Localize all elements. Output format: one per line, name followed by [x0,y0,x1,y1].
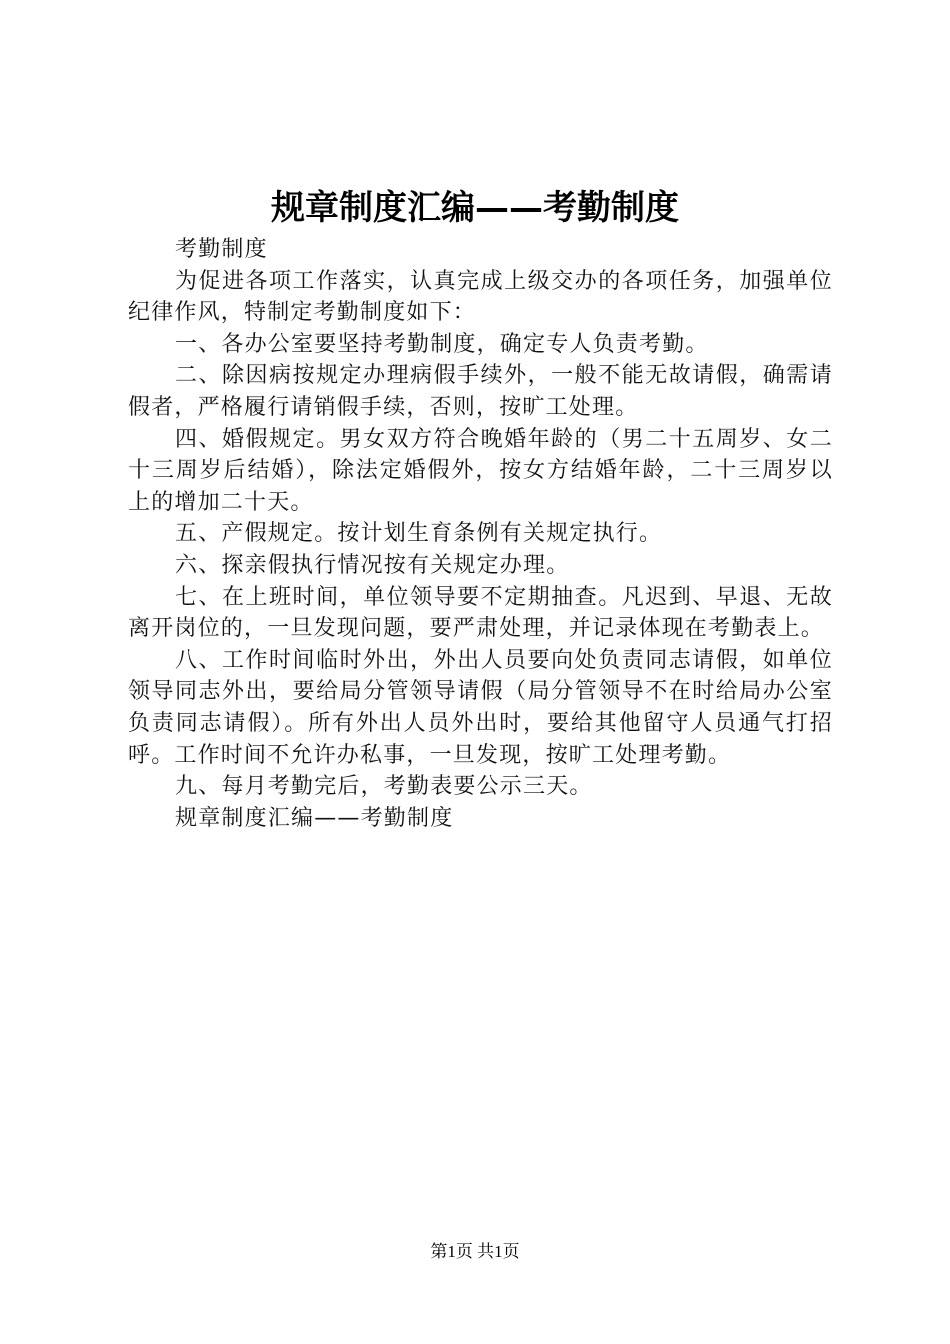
paragraph-item-2: 二、除因病按规定办理病假手续外，一般不能无故请假，确需请假者，严格履行请销假手续，否则，按旷工处理。 [128,363,833,420]
paragraph-item-1: 一、各办公室要坚持考勤制度，确定专人负责考勤。 [175,331,709,357]
page-number-footer: 第1页 共1页 [430,1242,520,1261]
paragraph-item-4: 四、婚假规定。男女双方符合晚婚年龄的（男二十五周岁、女二十三周岁后结婚），除法定婚假外，按女方结婚年龄，二十三周岁以上的增加二十天。 [128,426,833,515]
paragraph-item-9: 九、每月考勤完后，考勤表要公示三天。 [175,774,593,800]
paragraph-closing: 规章制度汇编——考勤制度 [175,805,454,831]
document-body [128,234,833,834]
paragraph-item-5: 五、产假规定。按计划生育条例有关规定执行。 [175,521,663,547]
document-title: 规章制度汇编——考勤制度 [271,188,679,228]
paragraph-heading: 考勤制度 [175,237,268,262]
paragraph-intro: 为促进各项工作落实，认真完成上级交办的各项任务，加强单位纪律作风，特制定考勤制度如下： [128,268,833,326]
paragraph-item-8: 八、工作时间临时外出，外出人员要向处负责同志请假，如单位领导同志外出，要给局分管领导请假（局分管领导不在时给局办公室负责同志请假）。所有外出人员外出时，要给其他留守人员通气打招呼。工作时间不允许办私事，一旦发现，按旷工处理考勤。 [128,647,833,768]
paragraph-item-7: 七、在上班时间，单位领导要不定期抽查。凡迟到、早退、无故离开岗位的，一旦发现问题，要严肃处理，并记录体现在考勤表上。 [128,584,833,642]
paragraph-item-6: 六、探亲假执行情况按有关规定办理。 [175,552,570,578]
